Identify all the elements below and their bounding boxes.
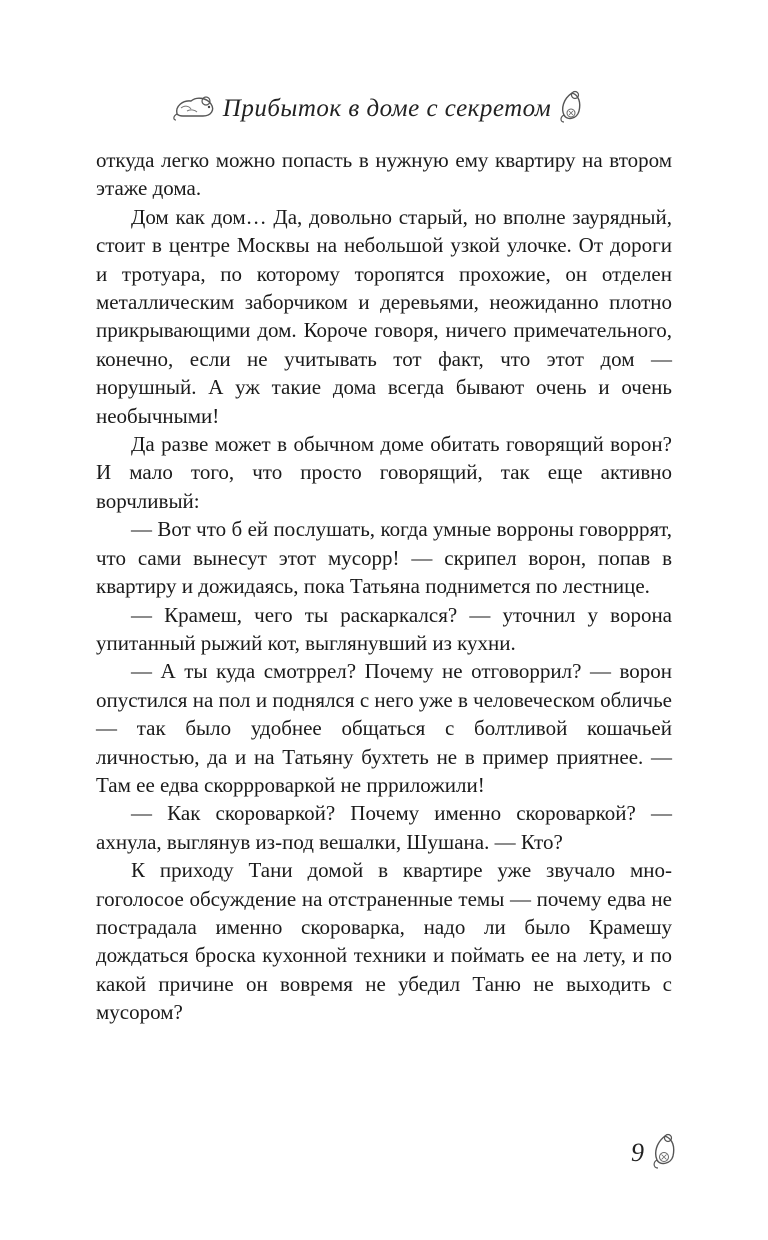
paragraph: — А ты куда смотррел? Почему не отговоррил? — ворон опустился на пол и поднялся с него уже в человеческом обличье — так было удобнее общаться с болтливой кошачьей личностью, да и на Татьяну бухтеть не в пример приятнее. — Там ее едва скоррроваркой не прриложили! bbox=[96, 659, 672, 797]
page-number: 9 bbox=[631, 1138, 644, 1167]
running-header-title: Прибыток в доме с секретом bbox=[222, 95, 552, 122]
mouse-ornament-icon bbox=[173, 92, 217, 127]
paragraph: К приходу Тани домой в квартире уже звучало многоголосое обсуждение на отстраненные темы — почему едва не пострадала именно скороварка, надо ли было Крамешу дождаться броска кухонной техники и поймать ее на лету, и по какой причине он вовремя не убедил Таню не выходить с мусором? bbox=[96, 858, 672, 1025]
paragraph: — Как скороваркой? Почему именно скороваркой? — ахнула, выглянув из-под вешалки, Шушана. — Кто? bbox=[96, 801, 672, 854]
mouse-ornament-icon bbox=[557, 89, 587, 130]
paragraph: откуда легко можно попасть в нужную ему квартиру на втором этаже дома. bbox=[96, 148, 672, 201]
page-footer bbox=[560, 1128, 680, 1178]
mouse-ornament-icon bbox=[650, 1131, 680, 1176]
paragraph: — Вот что б ей послушать, когда умные ворроны говорррят, что сами вынесут этот мусорр! — скрипел ворон, попав в квартиру и дожидаясь, пока Татьяна поднимется по лестнице. bbox=[96, 517, 672, 599]
paragraph: Да разве может в обычном доме обитать говорящий ворон? И мало того, что просто говорящий, так еще активно ворчливый: bbox=[96, 432, 672, 513]
paragraph: Дом как дом… Да, довольно старый, но вполне заурядный, стоит в центре Москвы на небольшой узкой улочке. От дороги и тротуара, по которому торопятся прохожие, он отделен металлическим заборчиком и деревьями, неожиданно плотно прикрывающими дом. Короче говоря, ничего примечательного, конечно, если не учитывать тот факт, что этот дом — норушный. А уж такие дома всегда бывают очень и очень необычными! bbox=[96, 204, 672, 428]
running-header bbox=[170, 84, 590, 134]
paragraph: — Крамеш, чего ты раскаркался? — уточнил у ворона упитанный рыжий кот, выглянувший из кухни. bbox=[96, 602, 672, 655]
body-text bbox=[96, 146, 672, 1027]
